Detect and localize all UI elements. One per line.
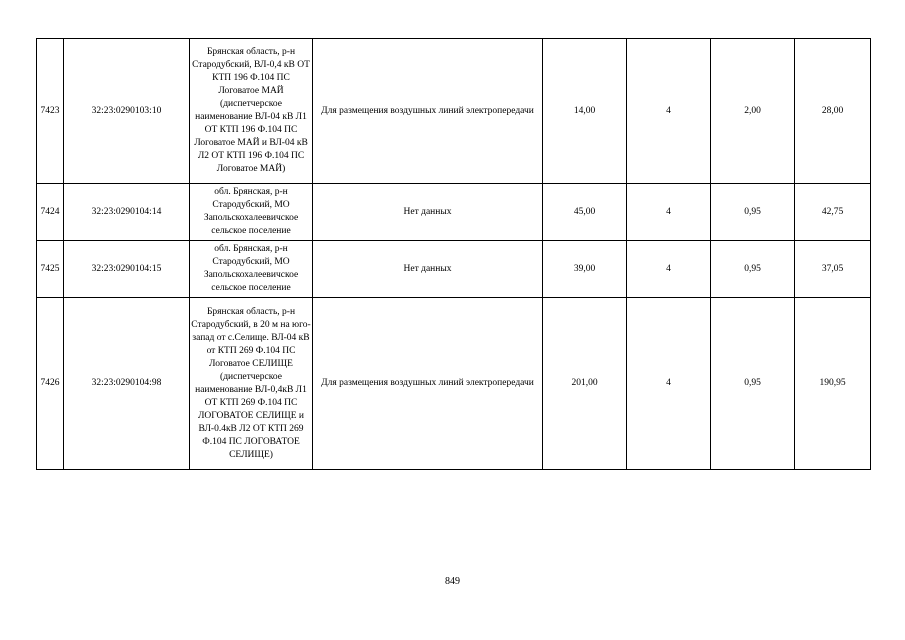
cadastral-number: 32:23:0290103:10 [64, 39, 190, 184]
plot-area: 39,00 [543, 241, 627, 298]
plot-rate: 0,95 [711, 241, 795, 298]
row-number: 7426 [37, 298, 64, 470]
plot-purpose: Для размещения воздушных линий электропередачи [313, 298, 543, 470]
row-number: 7423 [37, 39, 64, 184]
plot-area: 45,00 [543, 184, 627, 241]
plot-area: 14,00 [543, 39, 627, 184]
plot-total: 42,75 [795, 184, 871, 241]
plot-address: обл. Брянская, р-н Стародубский, МО Запольскохалеевичское сельское поселение [190, 184, 313, 241]
cadastral-number: 32:23:0290104:98 [64, 298, 190, 470]
page-number: 849 [445, 576, 460, 587]
plot-address: обл. Брянская, р-н Стародубский, МО Запольскохалеевичское сельское поселение [190, 241, 313, 298]
table-row [37, 39, 871, 184]
table-row [37, 298, 871, 470]
plot-total: 190,95 [795, 298, 871, 470]
row-number: 7424 [37, 184, 64, 241]
table-row [37, 241, 871, 298]
row-number: 7425 [37, 241, 64, 298]
plot-category: 4 [627, 241, 711, 298]
plot-address: Брянская область, р-н Стародубский, в 20 м на юго-запад от с.Селище. ВЛ-04 кВ от КТП 269 Ф.104 ПС Логоватое СЕЛИЩЕ (диспетчерское наименование ВЛ-0,4кВ Л1 ОТ КТП 269 Ф.104 ПС ЛОГОВАТОЕ СЕЛИЩЕ и ВЛ-0.4кВ Л2 ОТ КТП 269 Ф.104 ПС ЛОГОВАТОЕ СЕЛИЩЕ) [190, 298, 313, 470]
plot-total: 37,05 [795, 241, 871, 298]
plot-rate: 0,95 [711, 184, 795, 241]
plot-area: 201,00 [543, 298, 627, 470]
land-plots-table [36, 38, 871, 470]
table-row [37, 184, 871, 241]
plot-category: 4 [627, 298, 711, 470]
plot-total: 28,00 [795, 39, 871, 184]
plot-rate: 2,00 [711, 39, 795, 184]
plot-rate: 0,95 [711, 298, 795, 470]
cadastral-number: 32:23:0290104:14 [64, 184, 190, 241]
plot-address: Брянская область, р-н Стародубский, ВЛ-0,4 кВ ОТ КТП 196 Ф.104 ПС Логоватое МАЙ (диспетчерское наименование ВЛ-04 кВ Л1 ОТ КТП 196 Ф.104 ПС Логоватое МАЙ и ВЛ-04 кВ Л2 ОТ КТП 196 Ф.104 ПС Логоватое МАЙ) [190, 39, 313, 184]
cadastral-number: 32:23:0290104:15 [64, 241, 190, 298]
plot-purpose: Нет данных [313, 184, 543, 241]
plot-purpose: Нет данных [313, 241, 543, 298]
plot-purpose: Для размещения воздушных линий электропередачи [313, 39, 543, 184]
plot-category: 4 [627, 184, 711, 241]
plot-category: 4 [627, 39, 711, 184]
